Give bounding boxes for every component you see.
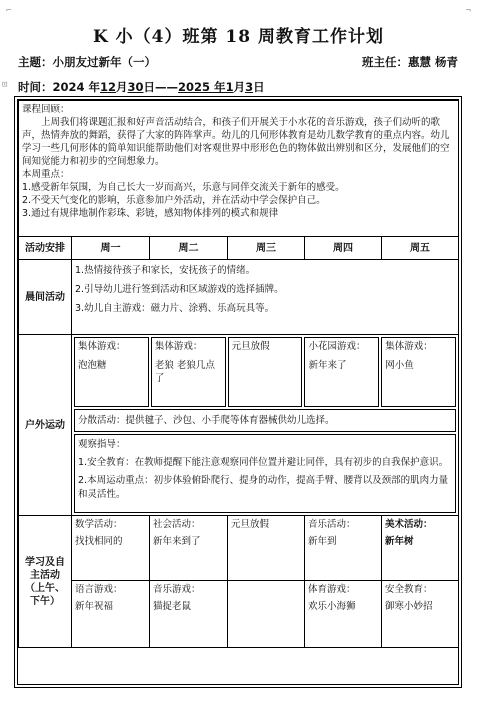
plan-inner-frame	[17, 99, 459, 685]
focus-item-2: 2.不受天气变化的影响，乐意参加户外活动，并在活动中学会保护自己。	[22, 195, 326, 206]
activity-content: 欢乐小海狮	[308, 601, 356, 612]
morning-item-3: 3.幼儿自主游戏：磁力片、涂鸦、乐高玩具等。	[75, 303, 275, 314]
learning-wed-bottom	[228, 581, 305, 648]
end-day-word: 日	[253, 80, 265, 94]
activity-title: 社会活动：	[153, 519, 201, 530]
end-month-word: 月	[233, 80, 246, 94]
learning-mon-top	[72, 516, 150, 581]
game-title: 元旦放假	[231, 341, 270, 352]
scattered-activity: 分散活动：提供毽子、沙包、小手爬等体育器械供幼儿选择。	[74, 409, 456, 432]
plan-frame	[14, 96, 462, 688]
learning-tue-top	[150, 516, 228, 581]
game-title: 集体游戏：	[385, 341, 433, 352]
time-line	[18, 79, 265, 95]
page-title: K 小（4）班第 18 周教育工作计划	[92, 27, 385, 47]
morning-item-1: 1.热情接待孩子和家长，安抚孩子的情绪。	[75, 265, 256, 276]
theme-label: 主题：	[18, 55, 53, 69]
outdoor-game-tue	[151, 337, 226, 407]
learning-tue-bottom	[150, 581, 228, 648]
observation-item-2: 2.本周运动重点：初步体验俯卧爬行、提身的动作，提高手臂、腰背以及颈部的肌肉力量和灵活性。	[78, 475, 449, 500]
game-content: 泡泡糖	[78, 360, 107, 371]
learning-fri-bottom	[382, 581, 459, 648]
activity-title: 体育游戏：	[308, 584, 356, 595]
learning-label-main: 学习及自主活动	[25, 556, 65, 581]
activity-title: 元旦放假	[231, 519, 270, 530]
outdoor-game-fri	[381, 337, 456, 407]
outdoor-game-wed	[228, 337, 303, 407]
start-month-word: 月	[116, 80, 128, 94]
game-title: 小花园游戏：	[308, 341, 366, 352]
outdoor-game-mon	[74, 337, 149, 407]
theme-value: 小朋友过新年（一）	[52, 55, 156, 69]
review-cell	[19, 101, 459, 237]
day-header-wed: 周三	[228, 237, 305, 260]
outdoor-label: 户外运动	[19, 335, 72, 516]
day-header-fri: 周五	[382, 237, 459, 260]
activity-header: 活动安排	[19, 237, 72, 260]
learning-row-top	[19, 516, 459, 581]
focus-item-1: 1.感受新年氛围，为自己长大一岁而高兴，乐意与同伴交流关于新年的感受。	[22, 182, 345, 193]
paragraph-mark-icon: ⊡	[2, 80, 8, 90]
activity-content: 找找相同的	[75, 536, 123, 547]
activity-content: 猫捉老鼠	[153, 601, 192, 612]
activity-content: 新年树	[385, 536, 414, 547]
activity-title: 音乐活动：	[308, 519, 356, 530]
focus-label: 本周重点：	[22, 169, 70, 180]
corner-mark-top-right: ¬	[465, 6, 471, 16]
plan-table	[18, 100, 459, 648]
start-month: 12	[100, 80, 117, 94]
learning-label-sub: （上午、下午）	[25, 582, 65, 607]
morning-row	[19, 260, 459, 335]
teacher-label: 班主任：	[361, 55, 408, 69]
learning-label	[19, 516, 72, 648]
corner-mark-top-left: ⌐	[6, 6, 12, 16]
start-day-word: 日	[143, 80, 156, 94]
game-title: 集体游戏：	[154, 341, 203, 352]
theme-line	[18, 54, 458, 70]
start-day: 30	[127, 80, 144, 94]
activity-title: 音乐游戏：	[153, 584, 201, 595]
review-label: 课程回顾：	[22, 104, 70, 115]
learning-wed-top	[228, 516, 305, 581]
day-header-thu: 周四	[305, 237, 382, 260]
review-row	[19, 101, 459, 237]
end-day: 3	[245, 80, 254, 94]
game-content: 网小鱼	[385, 360, 414, 371]
outdoor-row	[19, 335, 459, 516]
outdoor-game-thu	[304, 337, 379, 407]
game-title: 集体游戏：	[78, 341, 126, 352]
end-year: 2025 年	[178, 80, 226, 94]
learning-mon-bottom	[72, 581, 150, 648]
review-paragraph: 上周我们将课题汇报和好声音活动结合，和孩子们开展关于小水花的音乐游戏，孩子们动听的歌声，热情奔放的舞蹈，获得了大家的阵阵掌声。幼儿的几何形体教育是幼儿数学教育的重点内容。幼儿学习一些几何形体的简单知识能帮助他们对客观世界中形形色色的物体做出辨别和区分，发展他们的空间知觉能力和初步的空间想象力。	[22, 117, 450, 167]
game-content: 新年来了	[308, 360, 347, 371]
morning-cell	[72, 260, 459, 335]
day-header-tue: 周二	[150, 237, 228, 260]
activity-title: 语言游戏：	[75, 584, 123, 595]
activity-content: 新年到	[308, 536, 337, 547]
learning-row-bottom	[19, 581, 459, 648]
day-header-mon: 周一	[72, 237, 150, 260]
outdoor-cell	[72, 335, 459, 516]
end-month: 1	[225, 80, 234, 94]
activity-title: 数学活动：	[75, 519, 123, 530]
date-dash: ——	[155, 80, 179, 94]
activity-title: 安全教育：	[385, 584, 433, 595]
game-content: 老狼 老狼几点了	[154, 360, 215, 384]
observation-label: 观察指导：	[78, 439, 126, 450]
focus-item-3: 3.通过有规律地制作彩珠、彩链，感知物体排列的模式和规律	[22, 208, 279, 219]
activity-title: 美术活动：	[385, 519, 433, 530]
learning-fri-top	[382, 516, 459, 581]
time-label: 时间：	[18, 80, 53, 94]
morning-label: 晨间活动	[19, 260, 72, 335]
observation-item-1: 1.安全教育：在教师提醒下能注意观察同伴位置并避让同伴，具有初步的自我保护意识。	[78, 457, 449, 468]
start-year: 2024 年	[52, 80, 101, 94]
teacher-info	[362, 54, 458, 70]
activity-content: 御寒小妙招	[385, 601, 433, 612]
learning-thu-bottom	[305, 581, 382, 648]
outdoor-games	[74, 337, 456, 407]
teacher-names: 惠慧 杨青	[407, 55, 458, 69]
activity-content: 新年祝福	[75, 601, 114, 612]
observation-guide	[74, 434, 456, 513]
learning-thu-top	[305, 516, 382, 581]
schedule-header-row	[19, 237, 459, 260]
activity-content: 新年来到了	[153, 536, 201, 547]
morning-item-2: 2.引导幼儿进行签到活动和区域游戏的选择插牌。	[75, 284, 284, 295]
